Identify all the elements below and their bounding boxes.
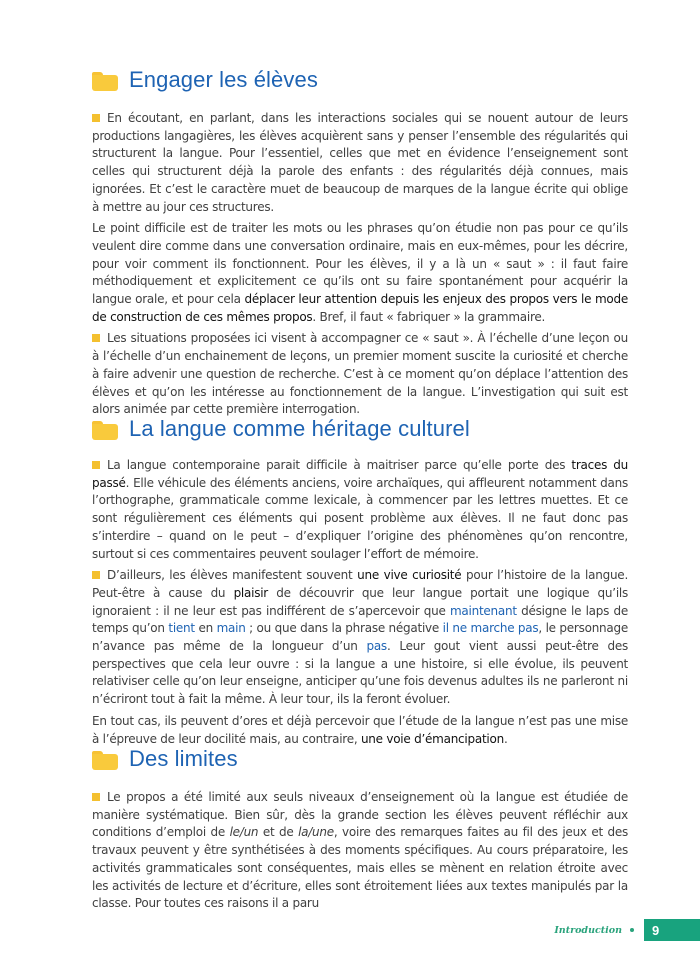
example-word: main: [216, 621, 246, 636]
folder-icon: [92, 421, 118, 440]
chapter-label: Introduction: [554, 924, 622, 936]
page-footer: [554, 919, 700, 941]
paragraph: Le propos a été limité aux seuls niveaux d’enseignement où la langue est étudiée de manière systématique. Bien sûr, dès la grande section les élèves peuvent réfléchir aux conditions d’emploi de le/un et de la/une, voire des remarques faites au fil des jeux et des travaux peuvent y être synthétisées à des moments spécifiques. Au cours préparatoire, les activités grammaticales sont conséquentes, mais elles se mènent en relation étroite avec les activités de lecture et d’écriture, elles sont étroitement liées aux textes manipulés par la classe. Pour toutes ces raisons il a paru: [92, 790, 628, 911]
square-bullet-icon: [92, 334, 100, 342]
page-number: 9: [644, 919, 700, 941]
section-heritage-body: [92, 457, 628, 752]
square-bullet-icon: [92, 114, 100, 122]
example-word: il ne marche pas: [442, 621, 539, 636]
folder-icon: [92, 751, 118, 770]
dot-separator-icon: [630, 928, 634, 932]
section-heading-heritage: [92, 415, 470, 443]
emphasis: déplacer leur attention depuis les enjeux des propos vers le mode de construction de ces mêmes propos: [92, 292, 628, 324]
example-word: tient: [168, 621, 195, 636]
section-title: La langue comme héritage culturel: [129, 416, 470, 441]
square-bullet-icon: [92, 571, 100, 579]
example-word: pas: [366, 639, 387, 654]
paragraph: En tout cas, ils peuvent d’ores et déjà percevoir que l’étude de la langue n’est pas une mise à l’épreuve de leur docilité mais, au contraire, une voie d’émancipation.: [92, 713, 628, 746]
emphasis: une vive curiosité: [357, 568, 462, 583]
paragraph: Les situations proposées ici visent à accompagner ce « saut ». À l’échelle d’une leçon ou à l’échelle d’un enchainement de leçons, un premier moment suscite la curiosité et cherche à faire advenir une question de recherche. C’est à ce moment qu’on déplace l’attention des élèves et qu’on les intéresse au fonctionnement de la langue. L’investigation qui suit est alors animée par cette première interrogation.: [92, 331, 628, 417]
section-title: Des limites: [129, 746, 238, 771]
example-word: maintenant: [449, 603, 517, 618]
example-word: la/une: [298, 825, 334, 840]
paragraph: En écoutant, en parlant, dans les interactions sociales qui se nouent autour de leurs productions langagières, les élèves acquièrent sans y penser l’ensemble des régularités qui structurent la langue. Pour l’essentiel, celles que met en évidence l’enseignement sont celles qui structurent déjà la parole des enfants : des régularités déjà connues, mais ignorées. Et c’est le caractère muet de beaucoup de marques de la langue écrite qui oblige à mettre au jour ces structures.: [92, 111, 628, 214]
paragraph: Le point difficile est de traiter les mots ou les phrases qu’on étudie non pas pour ce qu’ils veulent dire comme dans une conversation ordinaire, mais en eux-mêmes, pour les décrire, pour voir comment ils fonctionnent. Pour les élèves, il y a là un « saut » : il faut faire méthodiquement et explicitement ce qu’ils ont su faire spontanément pour acquérir la langue orale, et pour cela déplacer leur attention depuis les enjeux des propos vers le mode de construction de ces mêmes propos. Bref, il faut « fabriquer » la grammaire.: [92, 221, 628, 324]
square-bullet-icon: [92, 793, 100, 801]
section-title: Engager les élèves: [129, 67, 318, 92]
emphasis: traces du passé: [92, 458, 628, 490]
folder-icon: [92, 72, 118, 91]
example-word: le/un: [229, 825, 259, 840]
section-limites-body: [92, 789, 628, 917]
section-heading-limites: [92, 745, 238, 773]
paragraph: La langue contemporaine parait difficile à maitriser parce qu’elle porte des traces du passé. Elle véhicule des éléments anciens, voire archaïques, qui affleurent notamment dans l’orthographe, grammaticale comme lexicale, à commencer par les lettres muettes. Et ce sont régulièrement ces éléments qui posent problème aux élèves. Il ne faut donc pas s’interdire – quand on le peut – d’expliquer l’origine des phénomènes qu’on rencontre, surtout si ces commentaires peuvent soulager l’effort de mémoire.: [92, 458, 628, 561]
section-engager-body: [92, 110, 628, 423]
paragraph: D’ailleurs, les élèves manifestent souvent une vive curiosité pour l’histoire de la langue. Peut-être à cause du plaisir de découvrir que leur langue portait une logique qu’ils ignoraient : il ne leur est pas indifférent de s’apercevoir que maintenant désigne le laps de temps qu’on tient en main ; ou que dans la phrase négative il ne marche pas, le personnage n’avance pas même de la longueur d’un pas. Leur gout vient aussi peut-être des perspectives que cela leur ouvre : si la langue a une histoire, si elle évolue, ils peuvent relativiser celle qu’on leur enseigne, anticiper qu’une fois devenus adultes ils ne parleront ni n’écriront tout à fait la même. À leur tour, ils la feront évoluer.: [92, 568, 629, 707]
emphasis: plaisir: [233, 585, 268, 600]
emphasis: une voie d’émancipation: [360, 731, 504, 746]
square-bullet-icon: [92, 461, 100, 469]
section-heading-engager: [92, 66, 318, 94]
